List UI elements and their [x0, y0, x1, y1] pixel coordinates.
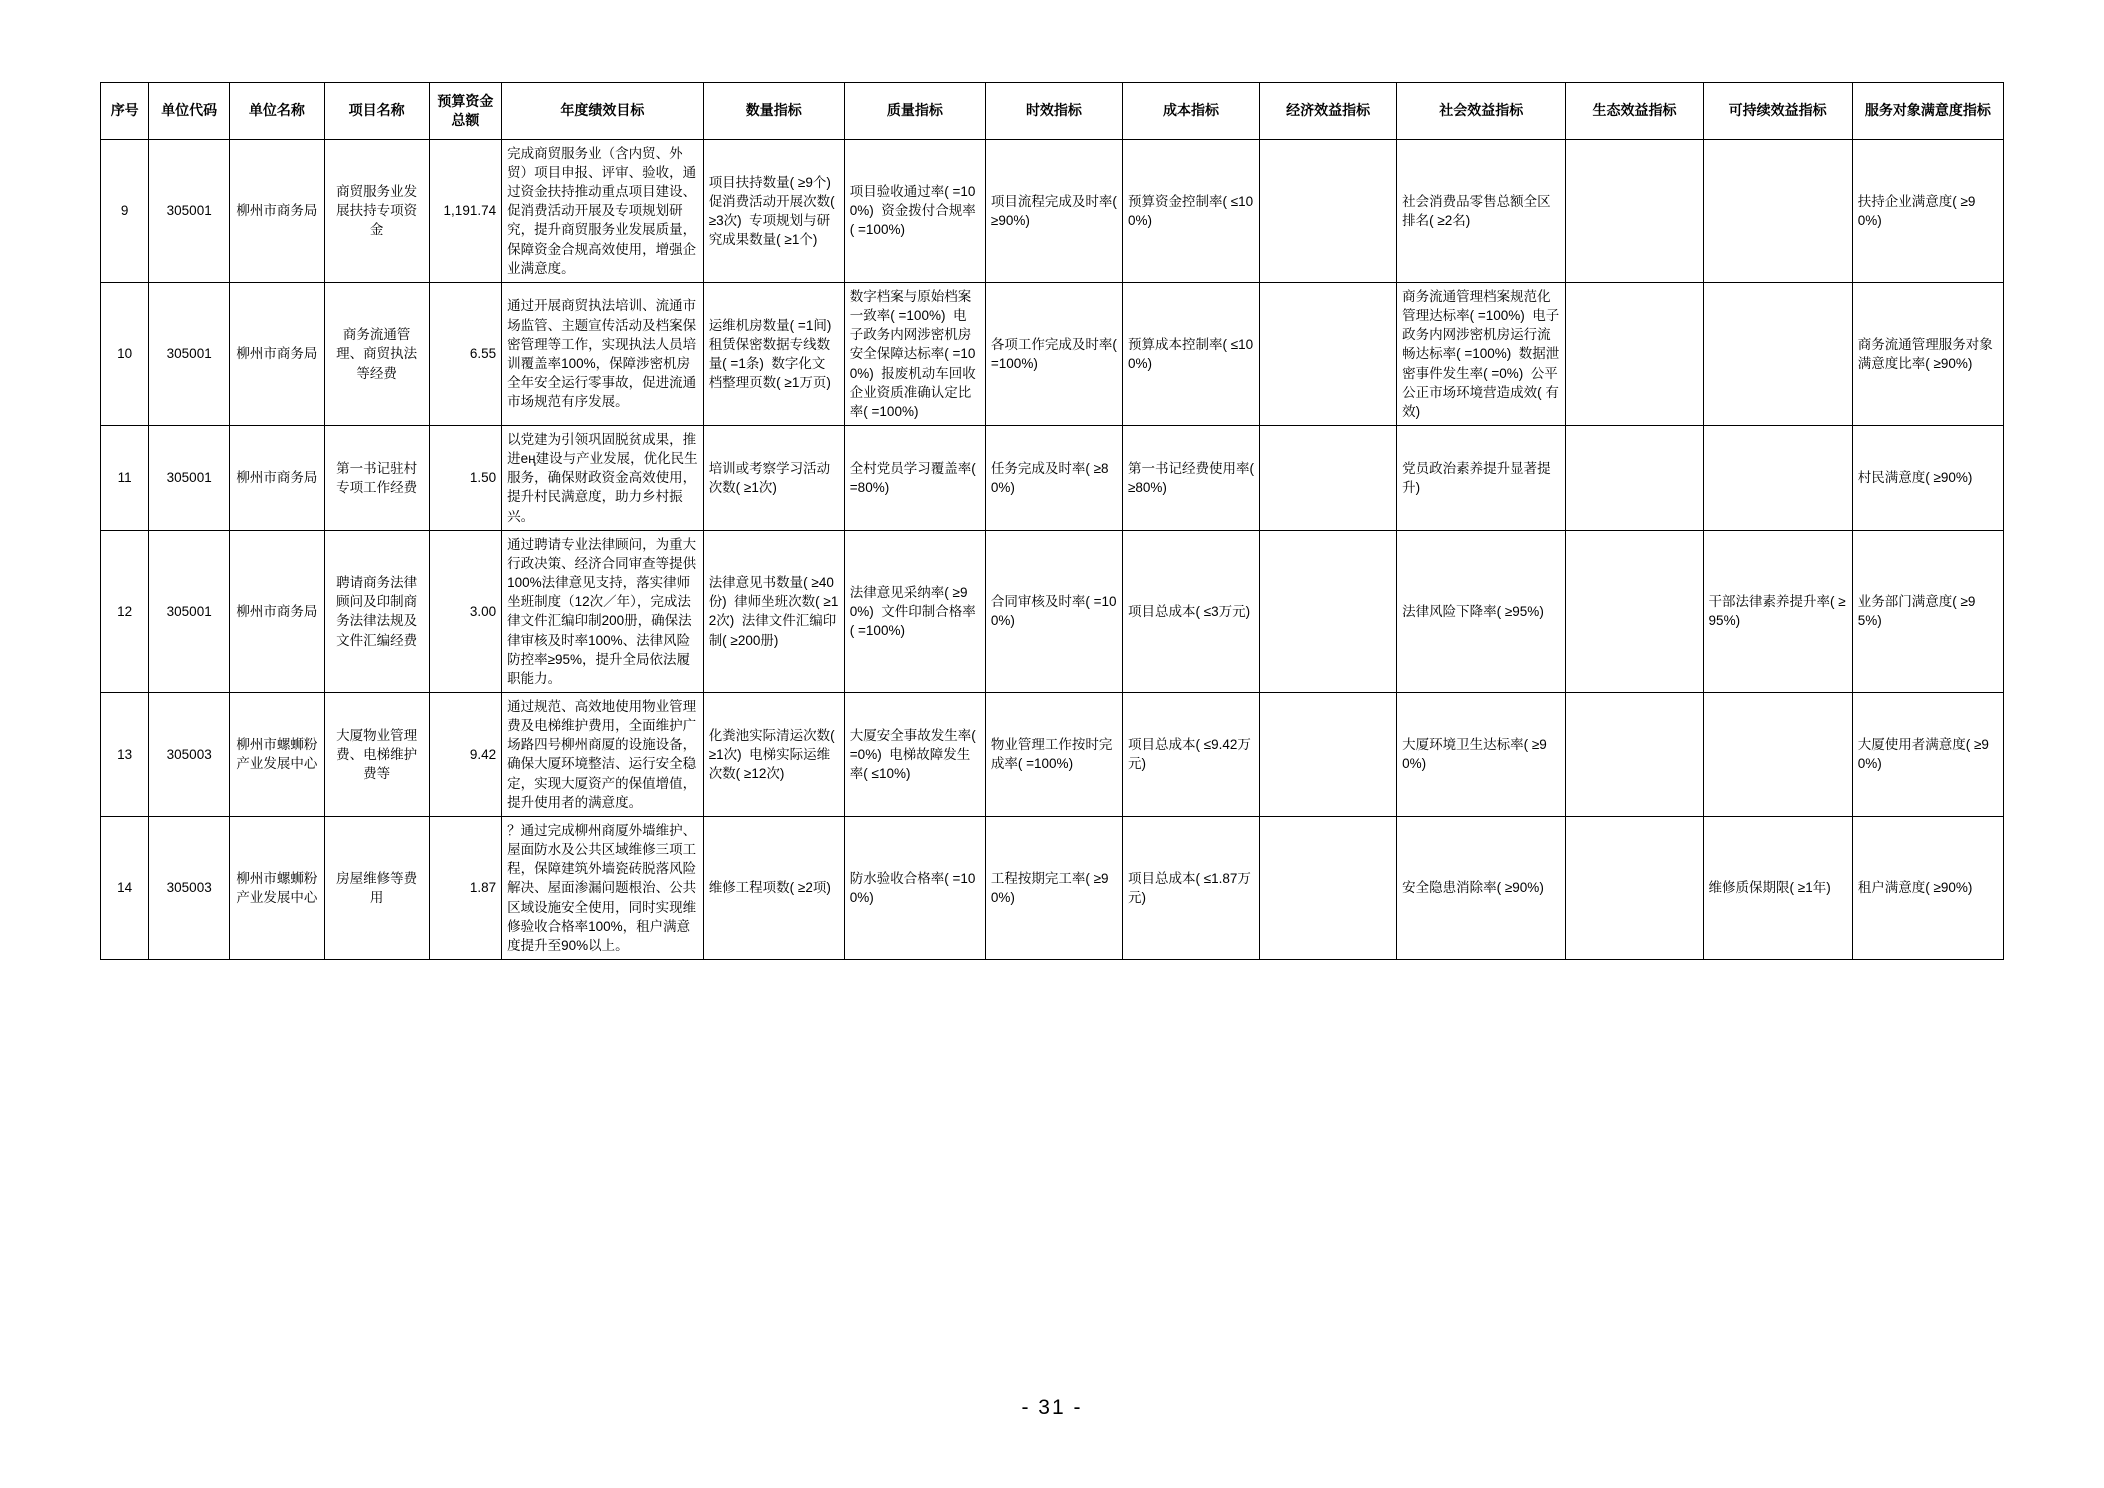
cell-project-name: 商贸服务业发展扶持专项资金: [324, 139, 429, 282]
cell-cost-index: 项目总成本( ≤9.42万元): [1122, 693, 1259, 817]
col-header-timeliness-index: 时效指标: [985, 83, 1122, 140]
cell-unit-name: 柳州市螺蛳粉产业发展中心: [230, 816, 325, 959]
cell-cost-index: 项目总成本( ≤3万元): [1122, 530, 1259, 692]
cell-social-benefit-index: 安全隐患消除率( ≥90%): [1397, 816, 1566, 959]
col-header-unit-code: 单位代码: [149, 83, 230, 140]
cell-economic-benefit-index: [1260, 425, 1397, 530]
cell-cost-index: 第一书记经费使用率( ≥80%): [1122, 425, 1259, 530]
cell-unit-name: 柳州市螺蛳粉产业发展中心: [230, 693, 325, 817]
cell-economic-benefit-index: [1260, 530, 1397, 692]
performance-table-container: [100, 82, 2004, 960]
col-header-index: 序号: [101, 83, 149, 140]
table-header: [101, 83, 2004, 140]
col-header-ecological-benefit-index: 生态效益指标: [1566, 83, 1703, 140]
cell-unit-name: 柳州市商务局: [230, 139, 325, 282]
cell-economic-benefit-index: [1260, 816, 1397, 959]
cell-satisfaction-index: 扶持企业满意度( ≥90%): [1852, 139, 2003, 282]
cell-sustainable-benefit-index: [1703, 693, 1852, 817]
cell-ecological-benefit-index: [1566, 139, 1703, 282]
cell-quantity-index: 运维机房数量( =1间) 租赁保密数据专线数量( =1条) 数字化文档整理页数( ≥1万页): [703, 282, 844, 425]
performance-table: [100, 82, 2004, 960]
col-header-unit-name: 单位名称: [230, 83, 325, 140]
cell-quantity-index: 维修工程项数( ≥2项): [703, 816, 844, 959]
cell-ecological-benefit-index: [1566, 693, 1703, 817]
cell-sustainable-benefit-index: [1703, 282, 1852, 425]
cell-quantity-index: 化粪池实际清运次数( ≥1次) 电梯实际运维次数( ≥12次): [703, 693, 844, 817]
cell-unit-name: 柳州市商务局: [230, 425, 325, 530]
cell-unit-code: 305003: [149, 816, 230, 959]
cell-index: 10: [101, 282, 149, 425]
table-body: [101, 139, 2004, 959]
cell-unit-code: 305001: [149, 282, 230, 425]
cell-quality-index: 数字档案与原始档案一致率( =100%) 电子政务内网涉密机房安全保障达标率( =100%) 报废机动车回收企业资质准确认定比率( =100%): [844, 282, 985, 425]
cell-timeliness-index: 工程按期完工率( ≥90%): [985, 816, 1122, 959]
cell-ecological-benefit-index: [1566, 282, 1703, 425]
cell-project-name: 第一书记驻村专项工作经费: [324, 425, 429, 530]
cell-project-name: 商务流通管理、商贸执法等经费: [324, 282, 429, 425]
cell-ecological-benefit-index: [1566, 816, 1703, 959]
cell-timeliness-index: 项目流程完成及时率( ≥90%): [985, 139, 1122, 282]
col-header-social-benefit-index: 社会效益指标: [1397, 83, 1566, 140]
cell-annual-goal: 通过规范、高效地使用物业管理费及电梯维护费用，全面维护广场路四号柳州商厦的设施设备，确保大厦环境整洁、运行安全稳定，实现大厦资产的保值增值，提升使用者的满意度。: [502, 693, 704, 817]
cell-cost-index: 预算成本控制率( ≤100%): [1122, 282, 1259, 425]
table-row: [101, 816, 2004, 959]
cell-quantity-index: 法律意见书数量( ≥40份) 律师坐班次数( ≥12次) 法律文件汇编印制( ≥200册): [703, 530, 844, 692]
cell-sustainable-benefit-index: 干部法律素养提升率( ≥95%): [1703, 530, 1852, 692]
col-header-cost-index: 成本指标: [1122, 83, 1259, 140]
cell-annual-goal: 通过聘请专业法律顾问，为重大行政决策、经济合同审查等提供100%法律意见支持，落实律师坐班制度（12次／年），完成法律文件汇编印制200册，确保法律审核及时率100%、法律风险防控率≥95%，提升全局依法履职能力。: [502, 530, 704, 692]
cell-annual-goal: 通过开展商贸执法培训、流通市场监管、主题宣传活动及档案保密管理等工作，实现执法人员培训覆盖率100%，保障涉密机房全年安全运行零事故，促进流通市场规范有序发展。: [502, 282, 704, 425]
cell-unit-name: 柳州市商务局: [230, 530, 325, 692]
cell-budget-amount: 3.00: [429, 530, 502, 692]
cell-social-benefit-index: 社会消费品零售总额全区排名( ≥2名): [1397, 139, 1566, 282]
table-row: [101, 139, 2004, 282]
cell-economic-benefit-index: [1260, 282, 1397, 425]
table-header-row: [101, 83, 2004, 140]
cell-economic-benefit-index: [1260, 139, 1397, 282]
cell-annual-goal: 完成商贸服务业（含内贸、外贸）项目申报、评审、验收，通过资金扶持推动重点项目建设、促消费活动开展及专项规划研究，提升商贸服务业发展质量，保障资金合规高效使用，增强企业满意度。: [502, 139, 704, 282]
table-row: [101, 530, 2004, 692]
cell-timeliness-index: 物业管理工作按时完成率( =100%): [985, 693, 1122, 817]
cell-timeliness-index: 合同审核及时率( =100%): [985, 530, 1122, 692]
cell-quality-index: 防水验收合格率( =100%): [844, 816, 985, 959]
cell-index: 11: [101, 425, 149, 530]
cell-satisfaction-index: 商务流通管理服务对象满意度比率( ≥90%): [1852, 282, 2003, 425]
cell-quality-index: 大厦安全事故发生率( =0%) 电梯故障发生率( ≤10%): [844, 693, 985, 817]
cell-satisfaction-index: 业务部门满意度( ≥95%): [1852, 530, 2003, 692]
cell-budget-amount: 9.42: [429, 693, 502, 817]
cell-annual-goal: ？通过完成柳州商厦外墙维护、屋面防水及公共区域维修三项工程，保障建筑外墙瓷砖脱落风险解决、屋面渗漏问题根治、公共区域设施安全使用，同时实现维修验收合格率100%，租户满意度提升至90%以上。: [502, 816, 704, 959]
cell-sustainable-benefit-index: [1703, 425, 1852, 530]
cell-annual-goal: 以党建为引领巩固脱贫成果，推进ең建设与产业发展，优化民生服务，确保财政资金高效使用，提升村民满意度，助力乡村振兴。: [502, 425, 704, 530]
table-row: [101, 282, 2004, 425]
cell-unit-code: 305001: [149, 139, 230, 282]
cell-social-benefit-index: 商务流通管理档案规范化管理达标率( =100%) 电子政务内网涉密机房运行流畅达标率( =100%) 数据泄密事件发生率( =0%) 公平公正市场环境营造成效( 有效): [1397, 282, 1566, 425]
cell-budget-amount: 1,191.74: [429, 139, 502, 282]
cell-timeliness-index: 各项工作完成及时率( =100%): [985, 282, 1122, 425]
cell-quality-index: 全村党员学习覆盖率( =80%): [844, 425, 985, 530]
cell-ecological-benefit-index: [1566, 425, 1703, 530]
cell-project-name: 房屋维修等费用: [324, 816, 429, 959]
cell-quality-index: 项目验收通过率( =100%) 资金拨付合规率( =100%): [844, 139, 985, 282]
col-header-quality-index: 质量指标: [844, 83, 985, 140]
cell-unit-code: 305003: [149, 693, 230, 817]
cell-budget-amount: 1.87: [429, 816, 502, 959]
col-header-sustainable-benefit-index: 可持续效益指标: [1703, 83, 1852, 140]
page-number: - 31 -: [1021, 1396, 1083, 1419]
cell-ecological-benefit-index: [1566, 530, 1703, 692]
cell-unit-code: 305001: [149, 425, 230, 530]
cell-budget-amount: 6.55: [429, 282, 502, 425]
cell-timeliness-index: 任务完成及时率( ≥80%): [985, 425, 1122, 530]
cell-social-benefit-index: 法律风险下降率( ≥95%): [1397, 530, 1566, 692]
cell-budget-amount: 1.50: [429, 425, 502, 530]
col-header-economic-benefit-index: 经济效益指标: [1260, 83, 1397, 140]
col-header-project-name: 项目名称: [324, 83, 429, 140]
cell-economic-benefit-index: [1260, 693, 1397, 817]
cell-project-name: 大厦物业管理费、电梯维护费等: [324, 693, 429, 817]
cell-index: 14: [101, 816, 149, 959]
cell-cost-index: 项目总成本( ≤1.87万元): [1122, 816, 1259, 959]
cell-quantity-index: 项目扶持数量( ≥9个) 促消费活动开展次数( ≥3次) 专项规划与研究成果数量( ≥1个): [703, 139, 844, 282]
cell-unit-code: 305001: [149, 530, 230, 692]
cell-satisfaction-index: 大厦使用者满意度( ≥90%): [1852, 693, 2003, 817]
cell-quality-index: 法律意见采纳率( ≥90%) 文件印制合格率( =100%): [844, 530, 985, 692]
cell-satisfaction-index: 村民满意度( ≥90%): [1852, 425, 2003, 530]
col-header-quantity-index: 数量指标: [703, 83, 844, 140]
cell-quantity-index: 培训或考察学习活动次数( ≥1次): [703, 425, 844, 530]
col-header-annual-goal: 年度绩效目标: [502, 83, 704, 140]
cell-social-benefit-index: 党员政治素养提升显著提升): [1397, 425, 1566, 530]
cell-sustainable-benefit-index: [1703, 139, 1852, 282]
cell-index: 13: [101, 693, 149, 817]
cell-social-benefit-index: 大厦环境卫生达标率( ≥90%): [1397, 693, 1566, 817]
cell-index: 12: [101, 530, 149, 692]
cell-project-name: 聘请商务法律顾问及印制商务法律法规及文件汇编经费: [324, 530, 429, 692]
table-row: [101, 693, 2004, 817]
table-row: [101, 425, 2004, 530]
col-header-satisfaction-index: 服务对象满意度指标: [1852, 83, 2003, 140]
cell-cost-index: 预算资金控制率( ≤100%): [1122, 139, 1259, 282]
cell-unit-name: 柳州市商务局: [230, 282, 325, 425]
cell-satisfaction-index: 租户满意度( ≥90%): [1852, 816, 2003, 959]
cell-sustainable-benefit-index: 维修质保期限( ≥1年): [1703, 816, 1852, 959]
col-header-budget-amount: 预算资金总额: [429, 83, 502, 140]
cell-index: 9: [101, 139, 149, 282]
